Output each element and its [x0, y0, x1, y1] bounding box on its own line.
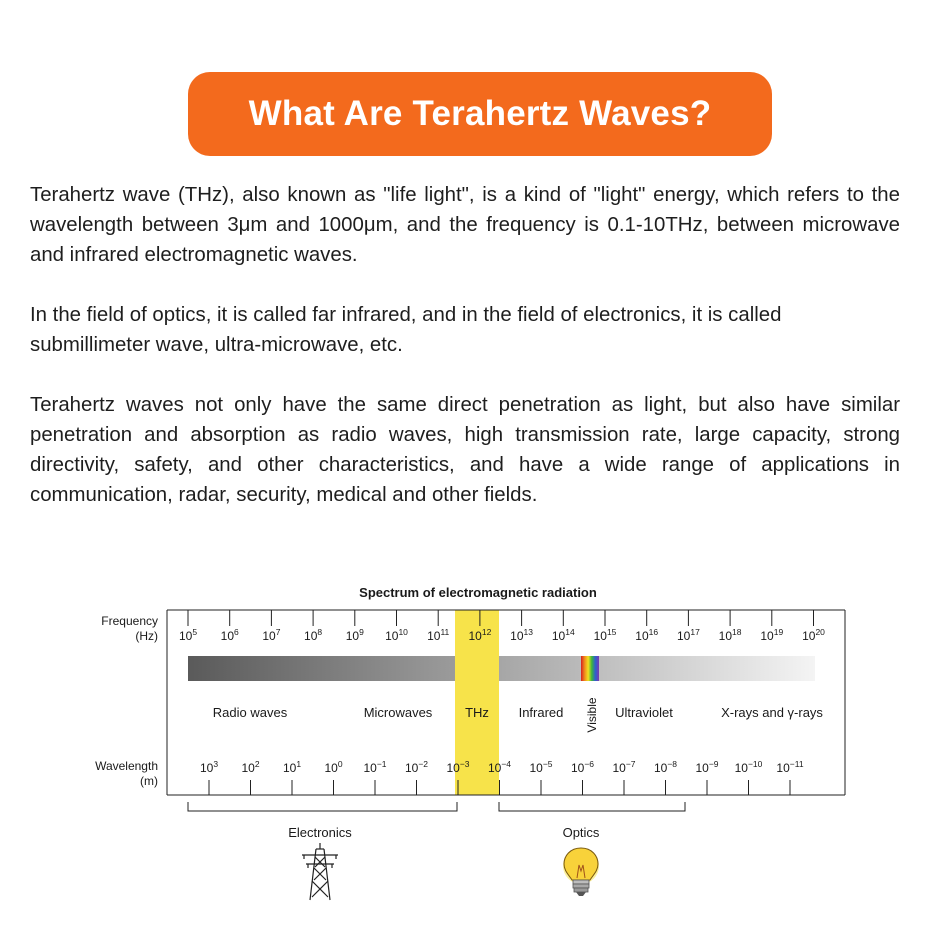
frequency-tick-label: $10^{16}$	[635, 627, 659, 643]
band-ultraviolet: Ultraviolet	[615, 705, 673, 720]
frequency-tick-label: $10^{15}$	[593, 627, 617, 643]
frequency-tick-label: $10^5$	[178, 627, 198, 643]
wavelength-tick-label: $10^0$	[324, 759, 343, 775]
visible-rainbow-segment	[581, 656, 599, 681]
optics-bracket	[499, 802, 685, 811]
wavelength-tick-label: $10^1$	[282, 759, 302, 775]
band-thz: THz	[465, 705, 489, 720]
wavelength-tick-label: $10^{-8}$	[653, 759, 678, 775]
wavelength-label: Wavelength	[95, 759, 158, 773]
wavelength-tick-label: $10^3$	[199, 759, 219, 775]
optics-paragraph: In the field of optics, it is called far infrared, and in the field of electronics, it is called submillimeter wave, ultra-microwave, etc.	[30, 304, 782, 356]
frequency-tick-label: $10^{12}$	[468, 627, 492, 643]
spectrum-diagram	[70, 575, 860, 910]
wavelength-tick-label: $10^{-2}$	[404, 759, 429, 775]
wavelength-tick-label: $10^2$	[241, 759, 260, 775]
wavelength-tick-label: $10^{-1}$	[363, 759, 387, 775]
frequency-tick-label: $10^{20}$	[802, 627, 825, 643]
wavelength-unit: (m)	[140, 774, 158, 788]
applications-paragraph: Terahertz waves not only have the same direct penetration as light, but also have similar penetration and absorption as radio waves, high transmission rate, large capacity, strong directivity, safety, and other characteristics, and have a wide range of applications in communication, radar, security, medical and other fields.	[30, 394, 900, 506]
wavelength-tick-label: $10^{-3}$	[446, 759, 470, 775]
wavelength-tick-label: $10^{-5}$	[529, 759, 553, 775]
frequency-axis	[179, 610, 825, 643]
band-infrared: Infrared	[518, 705, 564, 720]
band-microwaves: Microwaves	[363, 705, 433, 720]
title-banner	[188, 72, 772, 156]
frequency-tick-label: $10^9$	[345, 627, 364, 643]
frequency-tick-label: $10^{17}$	[676, 627, 700, 643]
wavelength-tick-label: $10^{-11}$	[776, 759, 804, 775]
optics-label: Optics	[562, 825, 600, 840]
spectrum-title: Spectrum of electromagnetic radiation	[359, 585, 597, 600]
intro-paragraph: Terahertz wave (THz), also known as "life light", is a kind of "light" energy, which refers to the wavelength between 3μm and 1000μm, and the frequency is 0.1-10THz, between microwave and infrared electromagnetic waves.	[30, 184, 900, 266]
wavelength-tick-label: $10^{-9}$	[695, 759, 719, 775]
electronics-bracket	[188, 802, 457, 811]
thz-bar-segment	[455, 656, 499, 681]
transmission-tower-icon	[302, 843, 338, 900]
band-visible: Visible	[585, 697, 599, 733]
frequency-tick-label: $10^{10}$	[385, 627, 408, 643]
electronics-label: Electronics	[288, 825, 352, 840]
frequency-tick-label: $10^{11}$	[427, 627, 450, 643]
wavelength-tick-label: $10^{-4}$	[487, 759, 512, 775]
frequency-tick-label: $10^{14}$	[551, 627, 575, 643]
frequency-label: Frequency	[101, 614, 158, 628]
band-xrays-gamma: X-rays and γ-rays	[721, 705, 823, 720]
wavelength-axis	[200, 759, 804, 795]
band-radio-waves: Radio waves	[212, 705, 288, 720]
frequency-tick-label: $10^{13}$	[510, 627, 534, 643]
frequency-unit: (Hz)	[135, 629, 158, 643]
wavelength-tick-label: $10^{-10}$	[734, 759, 763, 775]
spectrum-gradient-bar	[188, 656, 815, 681]
frequency-tick-label: $10^8$	[304, 627, 323, 643]
frequency-tick-label: $10^{19}$	[760, 627, 784, 643]
wavelength-tick-label: $10^{-6}$	[570, 759, 595, 775]
frequency-tick-label: $10^{18}$	[718, 627, 742, 643]
wavelength-tick-label: $10^{-7}$	[612, 759, 636, 775]
light-bulb-icon	[563, 848, 599, 896]
frequency-tick-label: $10^6$	[220, 627, 239, 643]
page-title: What Are Terahertz Waves?	[248, 94, 712, 133]
frequency-tick-label: $10^7$	[262, 627, 281, 643]
